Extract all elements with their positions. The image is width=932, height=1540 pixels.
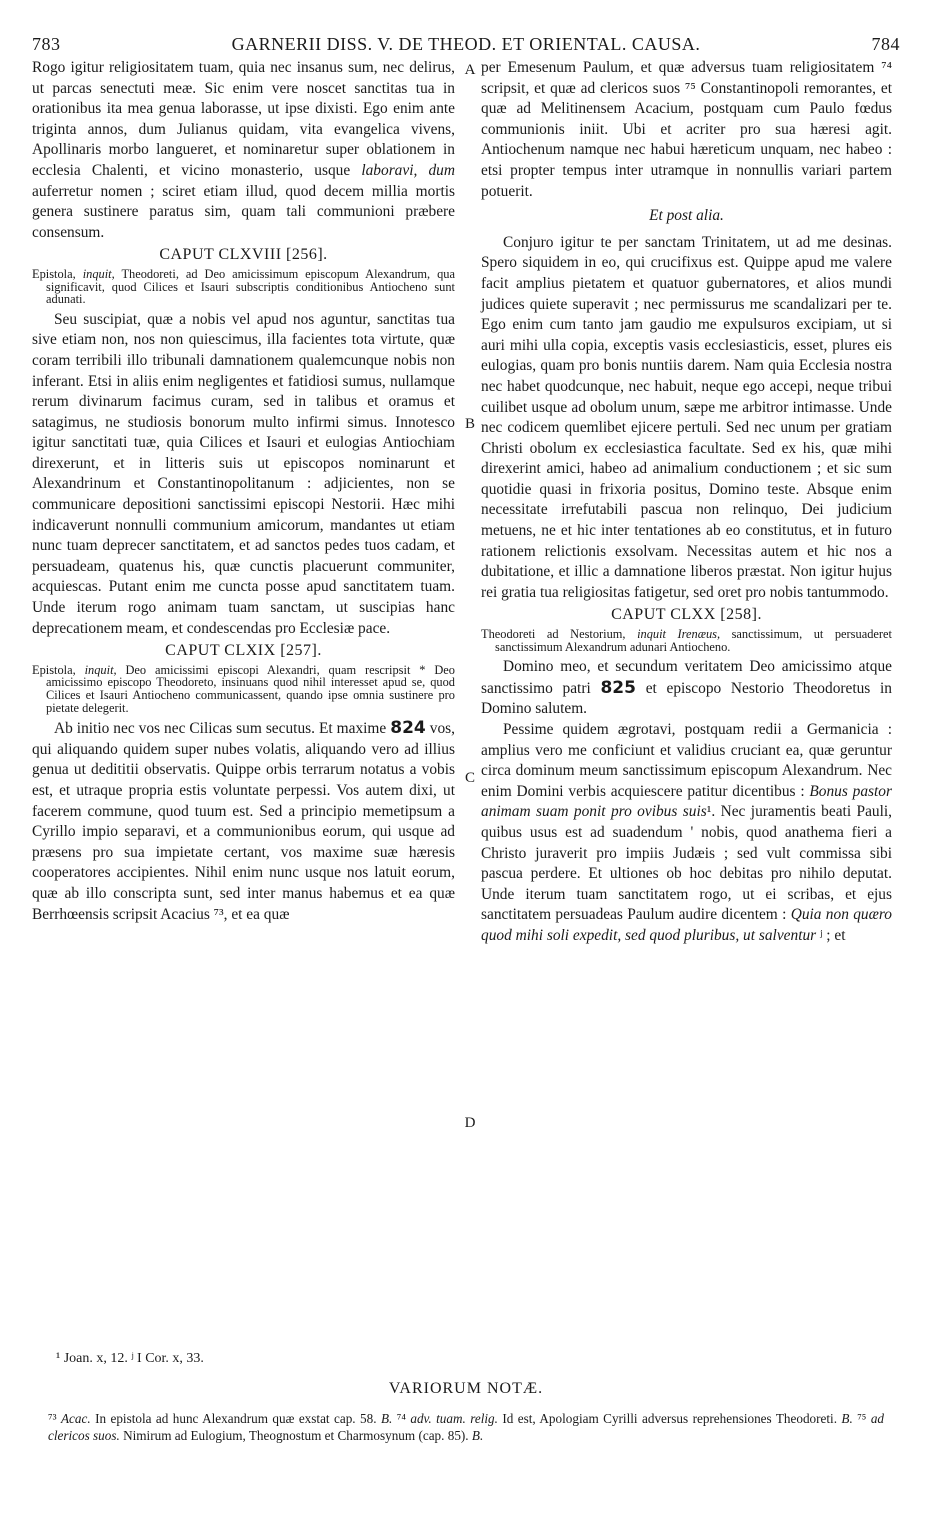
running-title: GARNERII DISS. V. DE THEOD. ET ORIENTAL. CAUSA.: [231, 34, 701, 54]
margin-marker: A: [464, 62, 476, 78]
chapter-summary: Epistola, inquit, Theodoreti, ad Deo amicissimum episcopum Alexandrum, qua significavit, quod Cilices et Isauri subscriptis conditionibus Antiocheno sunt adunati.: [32, 266, 456, 307]
sub-heading: Et post alia.: [649, 207, 724, 225]
page-number-left: 783: [32, 34, 61, 54]
paragraph: Rogo igitur religiositatem tuam, quia nec insanus sum, nec delirus, ut parcas senectuti meæ. Sic enim vere noscet sanctitas tua in orationibus ita mea genua laborasse, ut ipse dixisti. Ego enim ante triginta annos, dum Julianus quidam, vita evangelica vivens, Apollinaris morbo langueret, et nominaretur super oblationem in ecclesia Chalenti, et vicino monasterio, usque laboravi, dum auferretur nomen ; sciret etiam illud, quod decem millia mortis genera sustinere paratus sim, quam tali communioni præbere consensum.: [32, 59, 455, 241]
chapter-summary: Theodoreti ad Nestorium, inquit Irenæus, sanctissimum, ut persuaderet sanctissimum Alexandrum adunari Antiocheno.: [481, 627, 892, 654]
page-number-right: 784: [871, 34, 900, 54]
paragraph: Ab initio nec vos nec Cilicas sum secutus. Et maxime 824 vos, qui aliquando quidem super nubes volatis, aliquando vero ad illius genua ut dedititii observatis. Quippe orbis terrarum notatus a vobis est, et utraque propria estis voluntate perpessi. Vos autem dixi, ut facerem commune, quod tuum est. Sed a principio memetipsum a Cyrillo impio separavi, et a communionibus eorum, qui usque ad præsens pro sua impietate certant, vos maxime suæ hæresis cooperatores accipientes. Nihil enim nunc usque nos latuit eorum, quæ ab illo conscripta sunt, sed inter manus habemus et ea quæ Berrhœensis scripsit Acacius ⁷³, et ea quæ: [32, 718, 455, 923]
margin-marker: B: [464, 416, 475, 432]
chapter-heading: CAPUT CLXX [258].: [611, 606, 762, 624]
column-number: 825: [600, 677, 636, 698]
chapter-heading: CAPUT CLXVIII [256].: [159, 246, 328, 264]
column-number: 824: [390, 718, 426, 739]
margin-marker: D: [464, 1115, 476, 1131]
left-column: [32, 58, 455, 925]
footnotes: ¹ Joan. x, 12. ʲ I Cor. x, 33.: [56, 1351, 204, 1366]
paragraph: Domino meo, et secundum veritatem Deo amicissimo atque sanctissimo patri 825 et episcopo Nestorio Theodoretus in Domino salutem.: [481, 658, 892, 718]
margin-marker: C: [464, 770, 475, 786]
chapter-heading: CAPUT CLXIX [257].: [165, 642, 322, 660]
paragraph: per Emesenum Paulum, et quæ adversus tuam religiositatem ⁷⁴ scripsit, et quæ ad clericos suos ⁷⁵ Constantinopoli remorantes, et quæ ad Melitinensem Acacium, postquam cum Paulo fœdus communionis iniit. Ubi et acriter pro sua hæresi agit. Antiochenum namque nec habui hæreticum unquam, nec habeo : etsi propter tempus inter utramque in nonnullis variari partem potuerit.: [481, 59, 892, 200]
right-column: [481, 58, 892, 947]
running-head: [32, 34, 900, 58]
notes-title: VARIORUM NOTÆ.: [388, 1380, 544, 1397]
paragraph: Conjuro igitur te per sanctam Trinitatem, ut ad me desinas. Spero siquidem in eo, qui crucifixus est. Quippe apud me valere facit amplius pietatem et quatuor gubernatores, et alios mundi judices quiete superavit ; nec permissurus me scandalizari per te. Ego enim cum tanto jam gaudio me expulsuros excipiam, ut si auri mihi ulla copia, exceptis vasis ecclesiasticis, esset, plures eis eulogias, quam pro bonis nuntiis darem. Nam quia Ecclesia nostra nec habet quodcunque, nec habuit, neque ego accepi, neque tribui cuilibet usque ad obolum unum, sæpe me arbitror intimasse. Unde nec codicem quemlibet ejicere pertuli. Sed nec unum per gratiam Christi obolum ex ecclesiastica facultate. Sed ex his, quæ mihi direxerint amici, habeo ad animalium conductionem ; et sic sum quotidie quasi in frixoria positus, Domino teste. Absque enim necessitate irrefutabili pascua non relinquo, Dei judicium metuens, ne et hic inter tentationes ab eo constitutus, et in futuro rationem relictionis exsolvam. Necessitas autem et hic nos a dubitatione, et illic a damnatione liberos præstat. Non igitur hujus rei gratia tua religiositas fatigetur, sed oret pro nobis tantummodo.: [481, 233, 892, 601]
paragraph: Seu suscipiat, quæ a nobis vel apud nos aguntur, sanctitas tua sive etiam non, nos non quiescimus, illa facientes tota virtute, quæ coram terribili illo tribunali damnationem qualemcunque nobis non inferant. Etsi in aliis enim negligentes et fatidiosi sumus, nullamque rerum divinarum facimus curam, sed in talibus et oramus et satagimus, ne studiosis bonorum multo infirmi simus. Innotesco igitur sanctitati tuæ, quia Cilices et Isauri et eulogias Antiochiam direxerunt, et in litteris suis ut episcopos nominarunt et Alexandrinum et Constantinopolitanum : adjicientes, non se communicare depositioni sanctissimi episcopi Nestorii. Hæc mihi indicaverunt nonnulli communium amicorum, mandantes ut etiam nunc tuam deprecer sanctitatem, et ad sanctos pedes tuos cadam, et persuadeam, quatenus his, quæ cunctis placuerunt communiter, acquiescas. Putant enim me cuncta posse apud sanctitatem tuam. Unde iterum rogo animam tuam sanctam, ut suscipias hanc deprecationem meam, et condescendas pro Ecclesiæ pace.: [32, 310, 455, 637]
paragraph: Pessime quidem ægrotavi, postquam redii a Germanicia : amplius vero me conficiunt et validius cruciant ea, quæ geruntur circa dominum meum sanctissimum episcopum Alexandrum. Nec enim Domini verbis acquiescere patitur dicentibus : Bonus pastor animam suam ponit pro ovibus suis¹. Nec juramentis beati Pauli, quibus usus est ad suadendum ' nobis, quod anathema fieri a Christo juraverit pro impiis Judæis ; sed vult commissa sibi pascua perdere. Et ultiones ob hoc debitas pro nihilo deputat. Unde iterum tuam sanctitatem rogo, ut ei scribas, et ejus sanctitatem persuadeas Paulum audire dicentem : Quia non quæro quod mihi soli expedit, sed quod pluribus, ut salventur ʲ ; et: [481, 721, 892, 944]
notes-body: ⁷³ Acac. In epistola ad hunc Alexandrum quæ exstat cap. 58. B. ⁷⁴ adv. tuam. relig. Id est, Apologiam Cyrilli adversus reprehensiones Theodoreti. B. ⁷⁵ ad clericos suos. Nimirum ad Eulogium, Theognostum et Charmosynum (cap. 85). B.: [48, 1411, 885, 1443]
chapter-summary: Epistola, inquit, Deo amicissimi episcopi Alexandri, quam rescripsit * Deo amicissimo episcopo Theodoreto, insinuans quod nihil interesset apud se, quod Cilices et Isauri Antiocheno communicassent, quando ipse omnia sustinere pro pietate delegerit.: [32, 662, 455, 715]
